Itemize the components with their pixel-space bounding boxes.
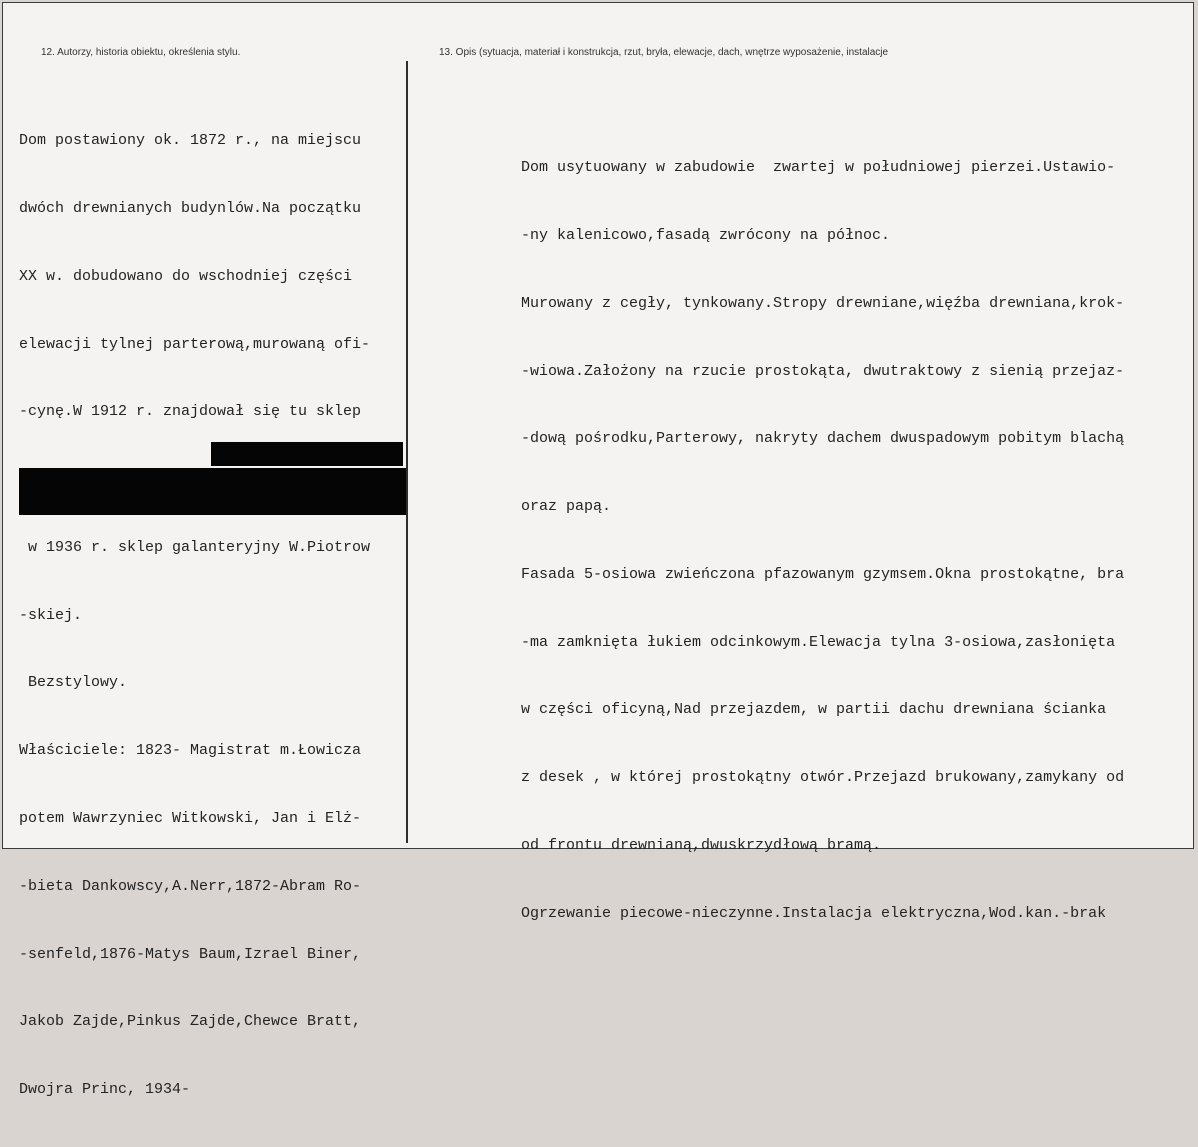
section-13-heading: 13. Opis (sytuacja, materiał i konstrukcja, rzut, bryła, elewacje, dach, wnętrze wyposażenie, instalacje: [439, 47, 889, 58]
description-line: Dom usytuowany w zabudowie zwartej w południowej pierzei.Ustawio-: [521, 159, 1116, 177]
description-line: oraz papą.: [521, 498, 612, 516]
description-line: Murowany z cegły, tynkowany.Stropy drewniane,więźba drewniana,krok-: [521, 294, 1125, 312]
history-text: [19, 85, 370, 1147]
history-line: Właściciele: 1823- Magistrat m.Łowicza: [19, 742, 362, 760]
description-line: -wiowa.Założony na rzucie prostokąta, dwutraktowy z sienią przejaz-: [521, 362, 1125, 380]
description-line: -ma zamknięta łukiem odcinkowym.Elewacja tylna 3-osiowa,zasłonięta: [521, 633, 1116, 651]
redaction-bar: [19, 468, 406, 515]
column-divider: [406, 61, 408, 843]
description-line: -dową pośrodku,Parterowy, nakryty dachem dwuspadowym pobitym blachą: [521, 430, 1125, 448]
document-card: [2, 2, 1194, 1099]
history-line: w 1936 r. sklep galanteryjny W.Piotrow: [19, 538, 371, 556]
description-line: z desek , w której prostokątny otwór.Przejazd brukowany,zamykany od: [521, 769, 1125, 787]
history-line: Jakob Zajde,Pinkus Zajde,Chewce Bratt,: [19, 1013, 362, 1031]
description-text: [521, 112, 1124, 971]
description-line: Ogrzewanie piecowe-nieczynne.Instalacja elektryczna,Wod.kan.-brak: [521, 904, 1107, 922]
history-line: XX w. dobudowano do wschodniej części: [19, 267, 353, 285]
redaction-bar: [211, 442, 403, 466]
history-line: -skiej.: [19, 606, 83, 624]
history-line: Bezstylowy.: [19, 674, 128, 692]
description-line: -ny kalenicowo,fasadą zwrócony na północ.: [521, 226, 891, 244]
history-line: -cynę.W 1912 r. znajdował się tu sklep: [19, 403, 362, 421]
description-line: od frontu drewnianą,dwuskrzydłową bramą.: [521, 837, 882, 854]
description-line: w części oficyną,Nad przejazdem, w partii dachu drewniana ścianka: [521, 701, 1107, 719]
section-12-heading: 12. Autorzy, historia obiektu, określenia stylu.: [41, 47, 241, 58]
history-line: Dom postawiony ok. 1872 r., na miejscu: [19, 132, 362, 150]
history-line: dwóch drewnianych budynlów.Na początku: [19, 199, 362, 217]
history-line: -bieta Dankowscy,A.Nerr,1872-Abram Ro-: [19, 877, 362, 895]
history-line: elewacji tylnej parterową,murowaną ofi-: [19, 335, 371, 353]
history-line: -senfeld,1876-Matys Baum,Izrael Biner,: [19, 945, 362, 963]
history-line: Dwojra Princ, 1934-: [19, 1081, 191, 1099]
description-line: Fasada 5-osiowa zwieńczona pfazowanym gzymsem.Okna prostokątne, bra: [521, 565, 1125, 583]
history-line: potem Wawrzyniec Witkowski, Jan i Elż-: [19, 810, 362, 827]
